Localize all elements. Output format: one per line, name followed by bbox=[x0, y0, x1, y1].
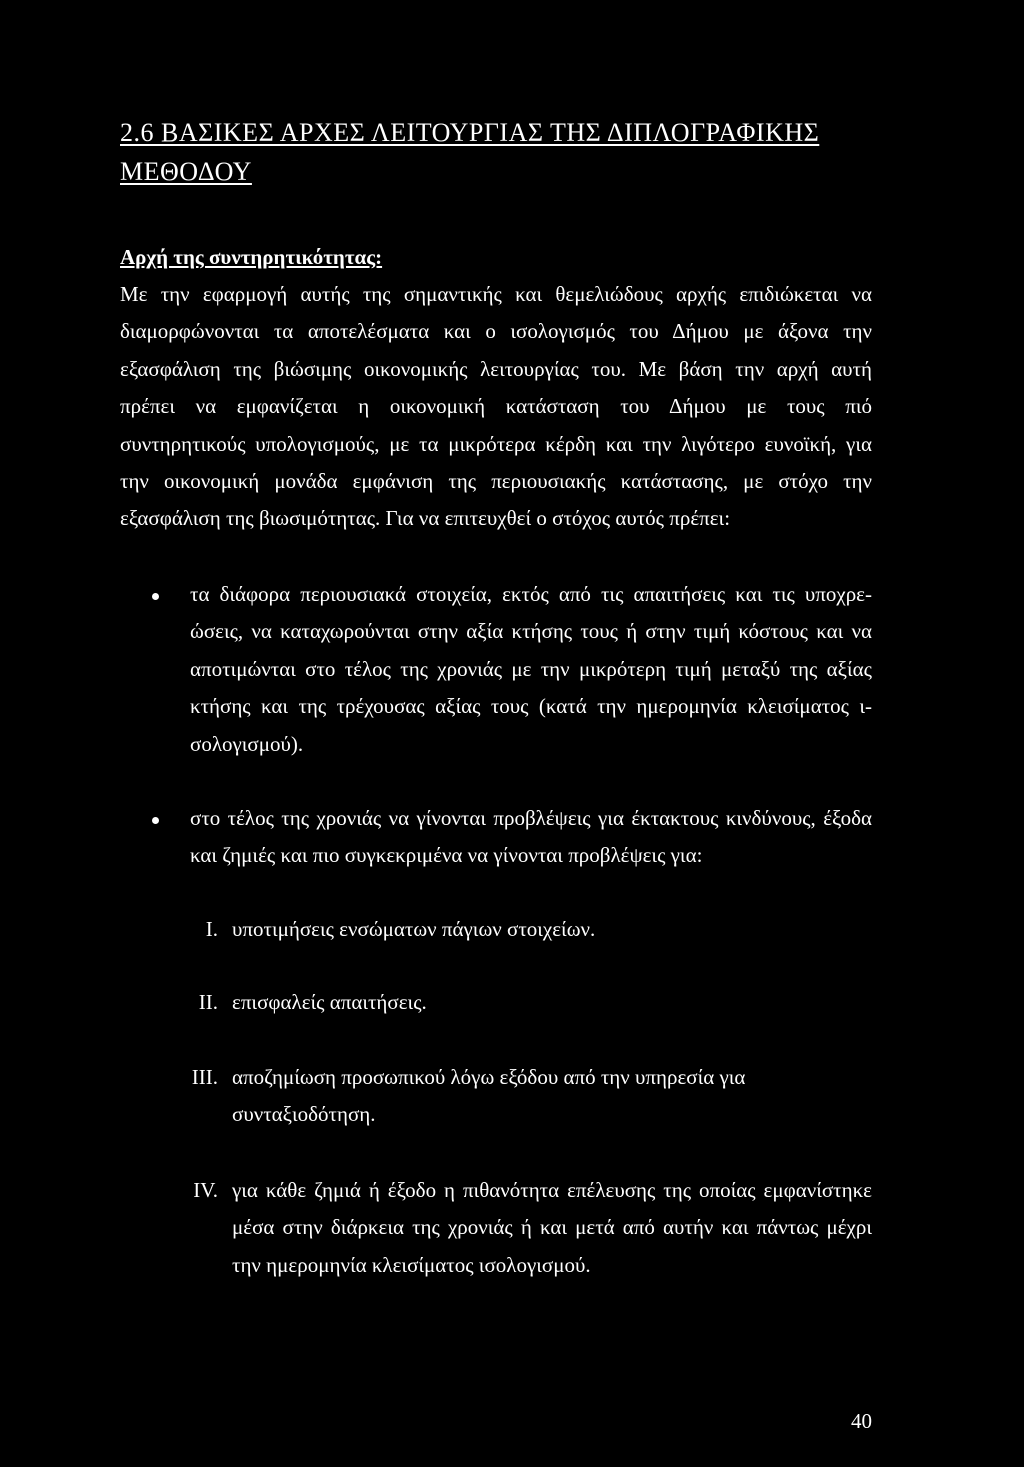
bullet-text-line: τα διάφορα περιουσιακά στοιχεία, εκτός από τις απαιτήσεις και τις υποχρε- bbox=[190, 582, 872, 606]
provision-text-line: την ημερομηνία κλεισίματος ισολογισμού. bbox=[232, 1252, 591, 1277]
bullet-icon bbox=[152, 817, 159, 824]
paragraph-line: την οικονομική μονάδα εμφάνιση της περιουσιακής κατάστασης, με στόχο την bbox=[120, 469, 872, 494]
provision-item bbox=[180, 911, 872, 948]
intro-paragraph bbox=[120, 276, 872, 538]
paragraph-line: συντηρητικούς υπολογισμούς, με τα μικρότερα κέρδη και την λιγότερο ευνοϊκή, για bbox=[120, 431, 872, 456]
bullet-text-line: αποτιμώνται στο τέλος της χρονιάς με την μικρότερη τιμή μεταξύ της αξίας bbox=[190, 656, 872, 681]
provision-numeral: IV. bbox=[193, 1178, 218, 1202]
provision-text-line: συνταξιοδότηση. bbox=[232, 1102, 376, 1127]
paragraph-line: εξασφάλιση της βιωσιμότητας. Για να επιτευχθεί ο στόχος αυτός πρέπει: bbox=[120, 506, 731, 531]
provision-text-line: υποτιμήσεις ενσώματων πάγιων στοιχείων. bbox=[232, 917, 596, 941]
bullet-text-line: στο τέλος της χρονιάς να γίνονται προβλέψεις για έκτακτους κινδύνους, έξοδα bbox=[190, 806, 872, 830]
provision-text bbox=[232, 911, 872, 948]
bullet-text-line: κτήσης και της τρέχουσας αξίας τους (κατά την ημερομηνία κλεισίματος ι- bbox=[190, 694, 872, 719]
bullet-text bbox=[190, 800, 872, 875]
subheading: Αρχή της συντηρητικότητας: bbox=[120, 245, 383, 269]
page-number: 40 bbox=[851, 1409, 872, 1433]
provision-text bbox=[232, 1172, 872, 1284]
bullet-item bbox=[150, 800, 872, 875]
provision-item bbox=[180, 1172, 872, 1284]
section-title bbox=[120, 113, 819, 191]
provision-item bbox=[180, 984, 872, 1021]
paragraph-line: Με την εφαρμογή αυτής της σημαντικής και θεμελιώδους αρχής επιδιώκεται να bbox=[120, 282, 872, 306]
section-title-line: ΜΕΘΟΔΟΥ bbox=[120, 157, 252, 186]
bullet-text-line: σολογισμού). bbox=[190, 731, 304, 756]
bullet-text-line: και ζημιές και πιο συγκεκριμένα να γίνονται προβλέψεις για: bbox=[190, 843, 703, 868]
bullet-item bbox=[150, 576, 872, 763]
provision-numeral: II. bbox=[198, 990, 218, 1014]
provision-text bbox=[232, 984, 872, 1021]
section-title-line: 2.6 ΒΑΣΙΚΕΣ ΑΡΧΕΣ ΛΕΙΤΟΥΡΓΙΑΣ ΤΗΣ ΔΙΠΛΟΓΡΑΦΙΚΗΣ bbox=[120, 118, 820, 147]
bullet-text-line: ώσεις, να καταχωρούνται στην αξία κτήσης τους ή στην τιμή κόστους και να bbox=[190, 619, 872, 644]
provision-text bbox=[232, 1059, 872, 1134]
provision-item bbox=[180, 1059, 872, 1134]
paragraph-line: εξασφάλιση της βιώσιμης οικονομικής λειτουργίας του. Με βάση την αρχή αυτή bbox=[120, 356, 872, 381]
bullet-icon bbox=[152, 593, 159, 600]
provision-text-line: μέσα στην διάρκεια της χρονιάς ή και μετά από αυτήν και πάντως μέχρι bbox=[232, 1215, 872, 1240]
provision-numeral: I. bbox=[205, 917, 218, 941]
paragraph-line: διαμορφώνονται τα αποτελέσματα και ο ισολογισμός του Δήμου με άξονα την bbox=[120, 319, 872, 344]
provision-text-line: επισφαλείς απαιτήσεις. bbox=[232, 990, 427, 1014]
provision-numeral: III. bbox=[191, 1065, 218, 1089]
provision-text-line: για κάθε ζημιά ή έξοδο η πιθανότητα επέλευσης της οποίας εμφανίστηκε bbox=[232, 1178, 872, 1202]
bullet-text bbox=[190, 576, 872, 763]
provision-text-line: αποζημίωση προσωπικού λόγω εξόδου από την υπηρεσία για bbox=[232, 1065, 746, 1089]
paragraph-line: πρέπει να εμφανίζεται η οικονομική κατάσταση του Δήμου με τους πιό bbox=[120, 394, 872, 419]
